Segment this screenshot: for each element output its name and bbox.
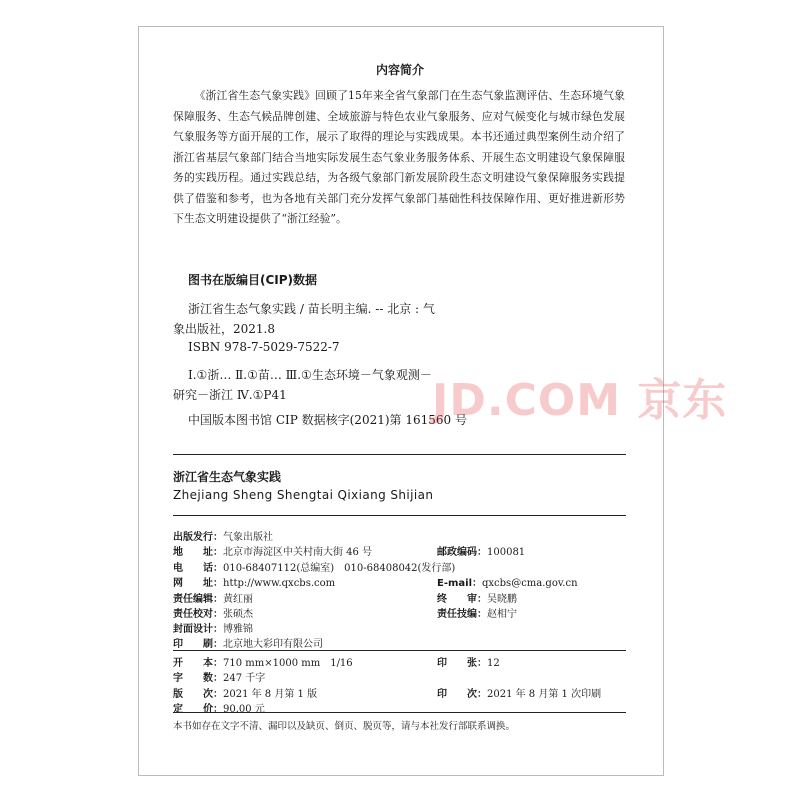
publication-bottom-rule (173, 712, 626, 713)
pub-word-count: 字 数：247 千字 (173, 673, 266, 684)
pub-website: 网 址：http://www.qxcbs.com (173, 578, 336, 589)
book-title-pinyin: Zhejiang Sheng Shengtai Qixiang Shijian (173, 488, 434, 502)
pub-printing: 印 次：2021 年 8 月第 1 次印刷 (437, 689, 602, 700)
pub-final-review: 终 审：吴晓鹏 (437, 594, 517, 605)
cip-line-1: 浙江省生态气象实践 / 苗长明主编. -- 北京 : 气 (188, 302, 435, 316)
pub-row-format (173, 654, 625, 670)
footer-note: 本书如存在文字不清、漏印以及缺页、倒页、脱页等，请与本社发行部联系调换。 (173, 721, 516, 732)
book-title: 浙江省生态气象实践 (173, 470, 282, 484)
pub-row-cover (173, 620, 625, 636)
cip-heading: 图书在版编目(CIP)数据 (188, 273, 318, 287)
pub-format: 开 本：710 mm×1000 mm 1/16 (173, 658, 353, 669)
cip-data-number: 中国版本图书馆 CIP 数据核字(2021)第 161560 号 (188, 413, 467, 427)
intro-body (173, 86, 625, 230)
pub-row-editor (173, 590, 625, 606)
pub-proofreader: 责任校对：张硕杰 (173, 609, 253, 620)
pub-price: 定 价：90.00 元 (173, 704, 265, 715)
pub-row-edition (173, 685, 625, 701)
pub-row-price (173, 700, 625, 716)
intro-paragraph: 《浙江省生态气象实践》回顾了15年来全省气象部门在生态气象监测评估、生态环境气象保障服务、生态气候品牌创建、全域旅游与特色农业气象服务、应对气候变化与城市绿色发展气象服务等方面开展的工作，展示了取得的理论与实践成果。本书还通过典型案例生动介绍了浙江省基层气象部门结合当地实际发展生态气象业务服务体系、开展生态文明建设气象保障服务的实践历程。通过实践总结，为各级气象部门新发展阶段生态文明建设气象保障服务实践提供了借鉴和参考，也为各地有关部门充分发挥气象部门基础性科技保障作用、更好推进新形势下生态文明建设提供了“浙江经验”。 (173, 89, 625, 225)
pub-row-publisher (173, 528, 625, 544)
pub-phone: 电 话：010-68407112(总编室) 010-68408042(发行部) (173, 563, 456, 574)
pub-row-phone (173, 559, 625, 575)
pub-cover-design: 封面设计：博雅锦 (173, 624, 253, 635)
pub-label-publisher: 出版发行：气象出版社 (173, 532, 273, 543)
publication-top-rule (173, 515, 626, 516)
pub-postcode: 邮政编码：100081 (437, 547, 526, 558)
pub-edition: 版 次：2021 年 8 月第 1 版 (173, 689, 318, 700)
intro-title: 内容简介 (375, 63, 424, 77)
section-divider (173, 454, 626, 455)
cip-isbn: ISBN 978-7-5029-7522-7 (188, 340, 340, 354)
pub-tech-editor: 责任技编：赵相宁 (437, 609, 517, 620)
pub-row-proofreader (173, 605, 625, 621)
jd-watermark: JD.COM 京东 (432, 375, 728, 426)
cip-line-2: 象出版社，2021.8 (173, 322, 275, 336)
pub-address: 地 址：北京市海淀区中关村南大街 46 号 (173, 547, 373, 558)
pub-sheets: 印 张：12 (437, 658, 500, 669)
pub-printer: 印 刷：北京地大彩印有限公司 (173, 639, 323, 650)
pub-row-printer (173, 635, 625, 651)
pub-row-website (173, 574, 625, 590)
cip-class-2: 研究－浙江 Ⅳ.①P41 (173, 388, 287, 402)
pub-row-wordcount (173, 669, 625, 685)
pub-row-address (173, 543, 625, 559)
publication-mid-rule (173, 650, 626, 651)
pub-email: E-mail：qxcbs@cma.gov.cn (437, 578, 578, 589)
pub-editor: 责任编辑：黄红丽 (173, 594, 253, 605)
cip-class-1: Ⅰ.①浙… Ⅱ.①苗… Ⅲ.①生态环境－气象观测－ (188, 368, 432, 382)
